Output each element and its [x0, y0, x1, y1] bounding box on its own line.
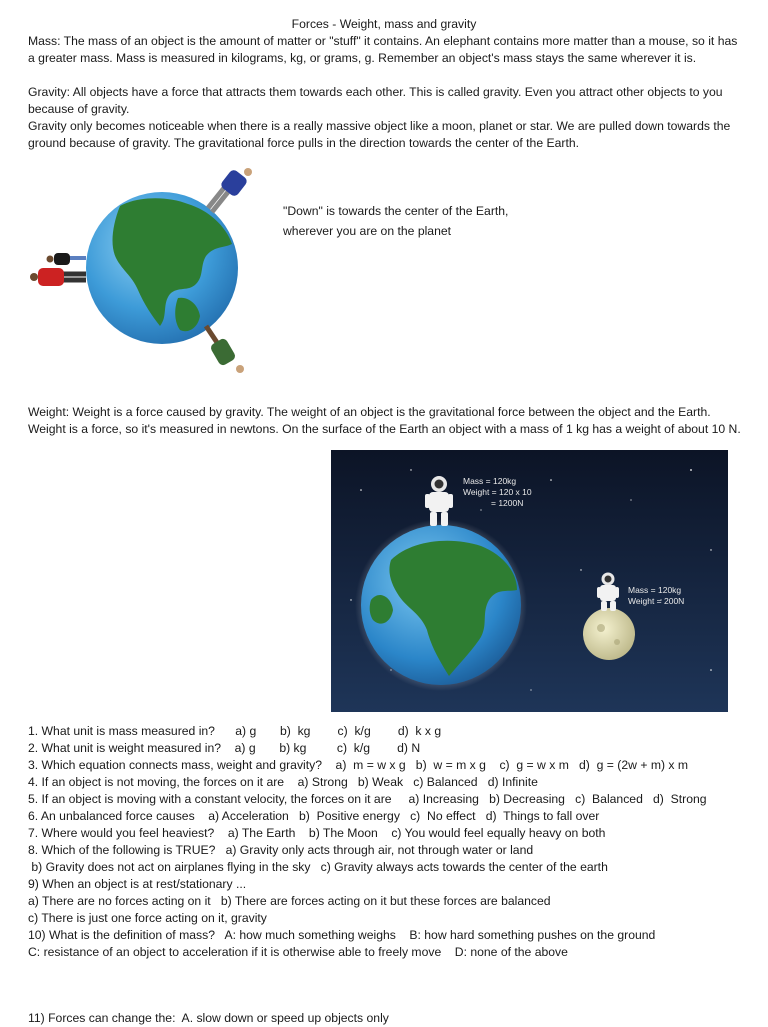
- question-line: 3. Which equation connects mass, weight and gravity? a) m = w x g b) w = m x g c) g = w x m d) g = (2w + m) x m: [28, 758, 689, 772]
- question-line: 10) What is the definition of mass? A: how much something weighs B: how hard something pushes on the ground: [28, 928, 656, 942]
- question-line: b) Gravity does not act on airplanes flying in the sky c) Gravity always acts towards the center of the earth: [28, 860, 608, 874]
- caption-line-2: wherever you are on the planet: [283, 224, 452, 238]
- question-line: C: resistance of an object to acceleration if it is otherwise able to freely move D: none of the above: [28, 945, 568, 959]
- question-line: 5. If an object is moving with a constant velocity, the forces on it are a) Increasing b) Decreasing c) Balanced d) Strong: [28, 792, 707, 806]
- question-line: 7. Where would you feel heaviest? a) The Earth b) The Moon c) You would feel equally heavy on both: [28, 826, 606, 840]
- earth-figure-caption: [283, 201, 583, 241]
- moon-globe: [583, 608, 635, 660]
- caption-line-1: "Down" is towards the center of the Earth,: [283, 204, 509, 218]
- question-line: c) There is just one force acting on it, gravity: [28, 911, 267, 925]
- question-11: 11) Forces can change the: A. slow down or speed up objects only: [28, 1011, 389, 1025]
- question-list: [28, 723, 758, 961]
- gravity-section: [28, 84, 746, 152]
- question-line: 4. If an object is not moving, the forces on it are a) Strong b) Weak c) Balanced d) Infinite: [28, 775, 538, 789]
- earth-weight-result-label: = 1200N: [491, 498, 524, 508]
- question-line: 2. What unit is weight measured in? a) g b) kg c) k/g d) N: [28, 741, 421, 755]
- question-line: a) There are no forces acting on it b) There are forces acting on it but these forces are balanced: [28, 894, 551, 908]
- person-left-black-icon: [47, 253, 87, 265]
- moon-weight-label: Weight = 200N: [628, 596, 685, 606]
- page-title: Forces - Weight, mass and gravity: [291, 17, 477, 31]
- person-top-icon: [208, 168, 252, 212]
- gravity-noticeable-paragraph: Gravity only becomes noticeable when there is a really massive object like a moon, planet or star. We are pulled down towards the ground because of gravity. The gravitational force pulls in the direction towards the center of the Earth.: [28, 119, 731, 150]
- gravity-paragraph: Gravity: All objects have a force that attracts them towards each other. This is called gravity. Even you attract other objects to you because of gravity.: [28, 85, 723, 116]
- question-line: 1. What unit is mass measured in? a) g b) kg c) k/g d) k x g: [28, 724, 442, 738]
- earth-gravity-figure: [28, 166, 258, 380]
- question-line: 8. Which of the following is TRUE? a) Gravity only acts through air, not through water or land: [28, 843, 534, 857]
- person-bottom-icon: [206, 326, 244, 373]
- weight-paragraph: Weight: Weight is a force caused by gravity. The weight of an object is the gravitational force between the object and the Earth. Weight is a force, so it's measured in newtons. On the surface of the Earth an object with a mass of 1 kg has a weight of about 10 N.: [28, 405, 741, 436]
- question-line: 9) When an object is at rest/stationary ...: [28, 877, 247, 891]
- person-left-red-icon: [30, 268, 86, 286]
- earth-weight-label: Weight = 120 x 10: [463, 487, 532, 497]
- question-line: 6. An unbalanced force causes a) Acceleration b) Positive energy c) No effect d) Things to fall over: [28, 809, 600, 823]
- earth-mass-label: Mass = 120kg: [463, 476, 517, 486]
- mass-paragraph: Mass: The mass of an object is the amount of matter or "stuff" it contains. An elephant contains more matter than a mouse, so it has a greater mass. Mass is measured in kilograms, kg, or grams, g. Remember an object's mass stays the same wherever it is.: [28, 34, 738, 65]
- earth-moon-weight-figure: [331, 450, 728, 712]
- moon-mass-label: Mass = 120kg: [628, 585, 682, 595]
